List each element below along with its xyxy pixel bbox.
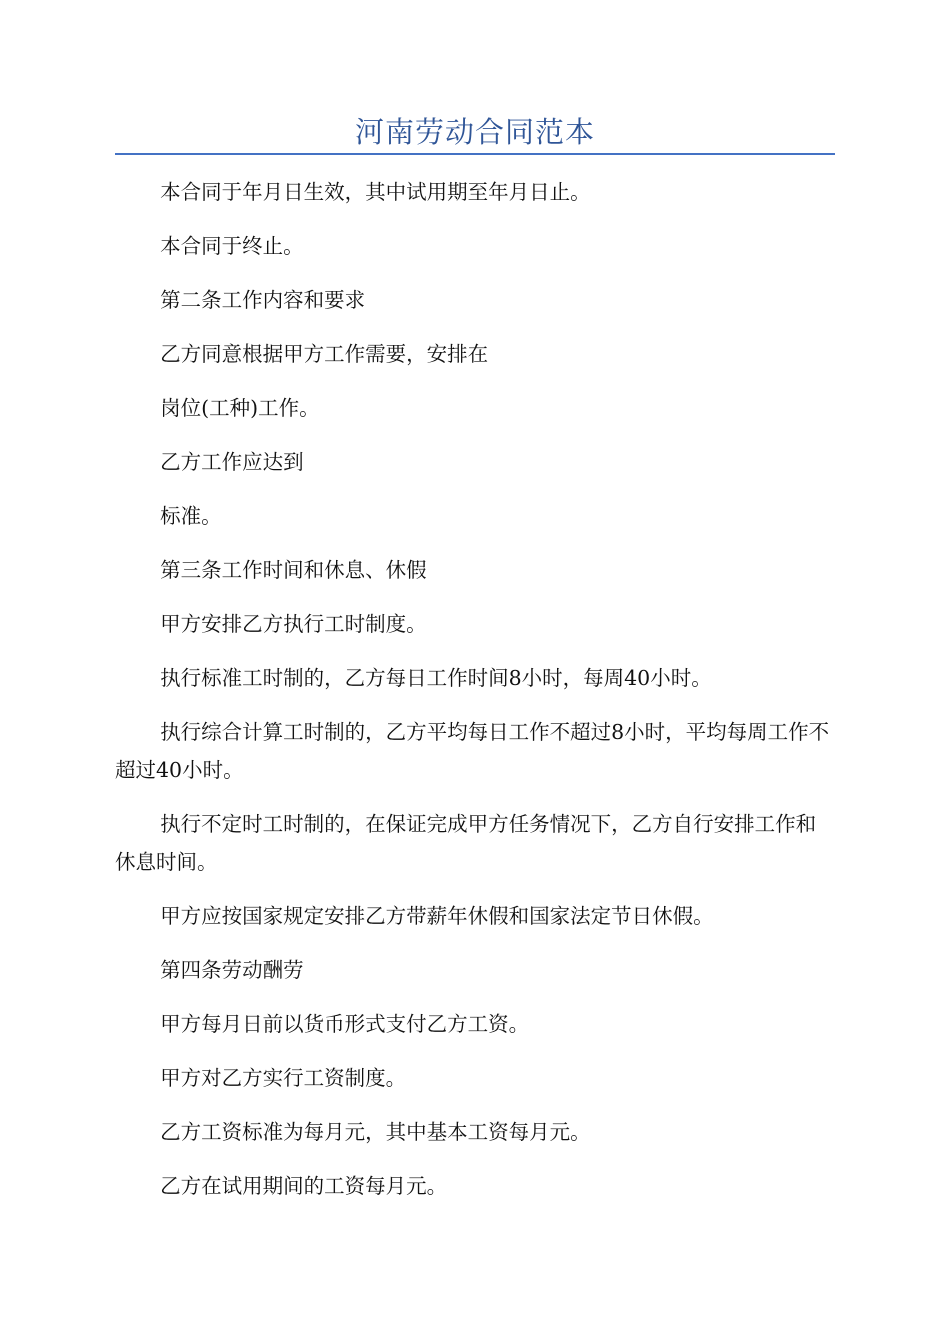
paragraph: 乙方工资标准为每月元，其中基本工资每月元。 — [160, 1120, 591, 1144]
document-title: 河南劳动合同范本 — [354, 115, 595, 149]
paragraph: 执行综合计算工时制的，乙方平均每日工作不超过8小时，平均每周工作不超过40小时。 — [115, 720, 830, 782]
section-heading: 第二条工作内容和要求 — [160, 288, 366, 312]
paragraph: 乙方同意根据甲方工作需要，安排在 — [160, 342, 489, 366]
document-body — [115, 173, 835, 1221]
title-underline — [115, 153, 835, 155]
section-heading: 第三条工作时间和休息、休假 — [160, 558, 427, 582]
paragraph: 本合同于终止。 — [160, 234, 304, 258]
paragraph: 标准。 — [160, 504, 222, 528]
paragraph: 甲方对乙方实行工资制度。 — [160, 1066, 407, 1090]
paragraph: 执行不定时工时制的，在保证完成甲方任务情况下，乙方自行安排工作和休息时间。 — [115, 812, 817, 874]
paragraph: 本合同于年月日生效，其中试用期至年月日止。 — [160, 180, 591, 204]
section-heading: 第四条劳动酬劳 — [160, 958, 304, 982]
paragraph: 甲方应按国家规定安排乙方带薪年休假和国家法定节日休假。 — [160, 904, 714, 928]
paragraph: 甲方安排乙方执行工时制度。 — [160, 612, 427, 636]
paragraph: 甲方每月日前以货币形式支付乙方工资。 — [160, 1012, 530, 1036]
paragraph: 执行标准工时制的，乙方每日工作时间8小时，每周40小时。 — [160, 666, 712, 690]
paragraph: 岗位(工种)工作。 — [160, 396, 320, 420]
paragraph: 乙方在试用期间的工资每月元。 — [160, 1174, 448, 1198]
paragraph: 乙方工作应达到 — [160, 450, 304, 474]
